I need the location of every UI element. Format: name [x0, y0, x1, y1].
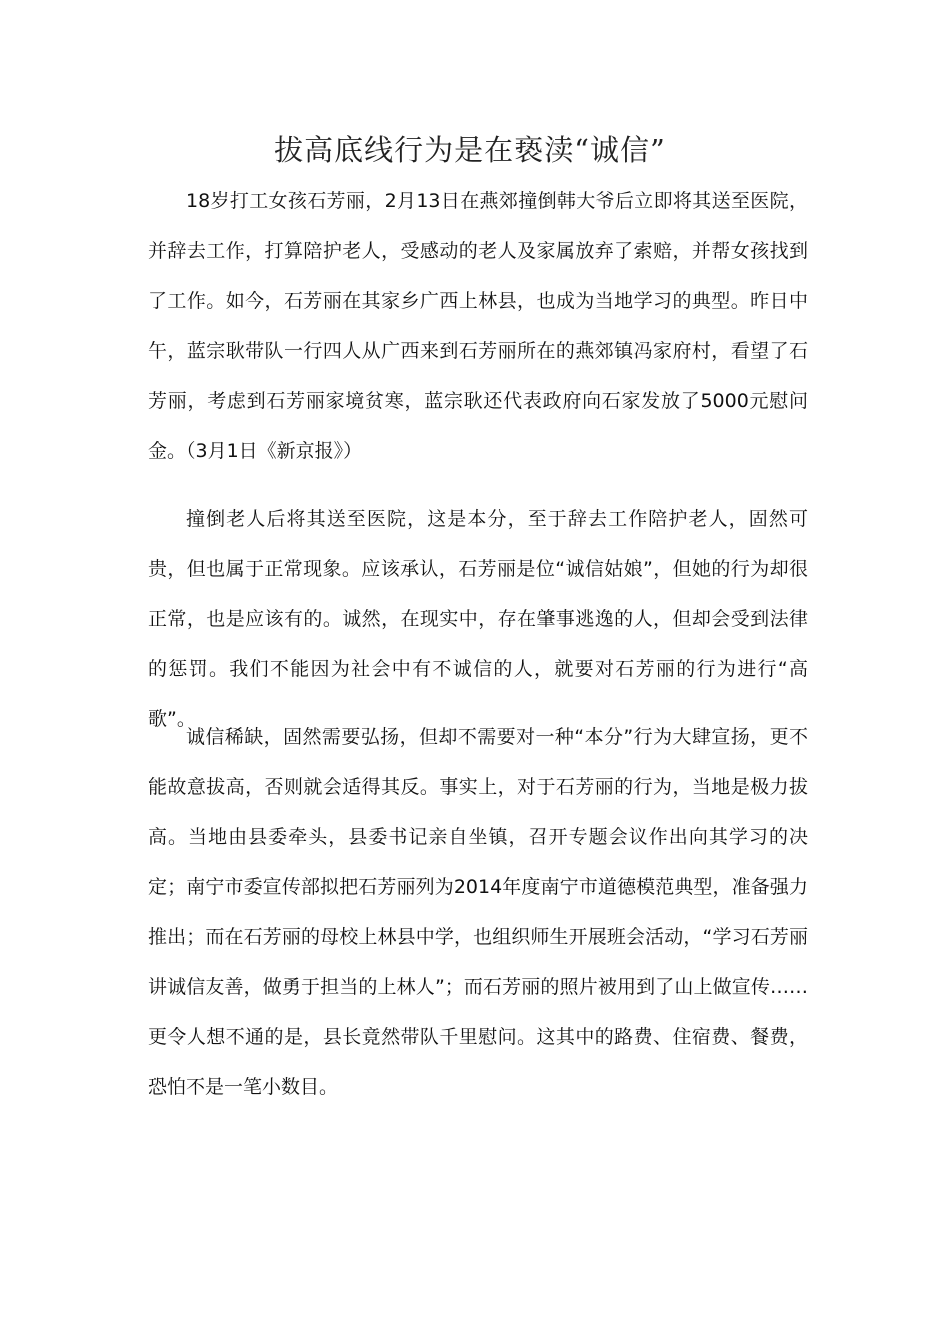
paragraph-2: 撞倒老人后将其送至医院，这是本分，至于辞去工作陪护老人，固然可贵，但也属于正常现象。应该承认，石芳丽是位“诚信姑娘”，但她的行为却很正常，也是应该有的。诚然，在现实中，存在肇事逃逸的人，但却会受到法律的惩罚。我们不能因为社会中有不诚信的人，就要对石芳丽的行为进行“高歌”。: [148, 508, 808, 730]
page-title: 拔高底线行为是在亵渎“诚信”: [274, 133, 666, 167]
paragraph-1: 18岁打工女孩石芳丽，2月13日在燕郊撞倒韩大爷后立即将其送至医院，并辞去工作，打算陪护老人，受感动的老人及家属放弃了索赔，并帮女孩找到了工作。如今，石芳丽在其家乡广西上林县，也成为当地学习的典型。昨日中午，蓝宗耿带队一行四人从广西来到石芳丽所在的燕郊镇冯家府村，看望了石芳丽，考虑到石芳丽家境贫寒，蓝宗耿还代表政府向石家发放了5000元慰问金。（3月1日《新京报》）: [148, 190, 808, 462]
paragraph-3: 诚信稀缺，固然需要弘扬，但却不需要对一种“本分”行为大肆宣扬，更不能故意拔高，否则就会适得其反。事实上，对于石芳丽的行为，当地是极力拔高。当地由县委牵头，县委书记亲自坐镇，召开专题会议作出向其学习的决定；南宁市委宣传部拟把石芳丽列为2014年度南宁市道德模范典型，准备强力推出；而在石芳丽的母校上林县中学，也组织师生开展班会活动，“学习石芳丽讲诚信友善，做勇于担当的上林人”；而石芳丽的照片被用到了山上做宣传……更令人想不通的是，县长竟然带队千里慰问。这其中的路费、住宿费、餐费，恐怕不是一笔小数目。: [148, 726, 808, 1098]
